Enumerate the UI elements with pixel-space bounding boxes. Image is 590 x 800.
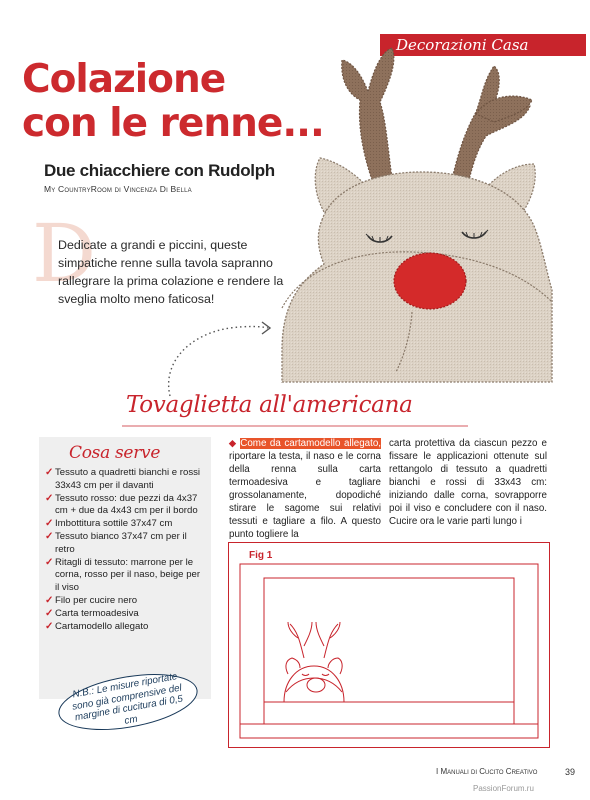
- body-column-middle: [229, 437, 381, 541]
- watermark: PassionForum.ru: [473, 784, 534, 793]
- body-text: riportare la testa, il naso e le corna della renna sulla carta termoadesiva e tagliare grossolanamente, dopodiché stirare le sagome sui relativi tessuti e tagliare a filo. A questo punto togliere la: [229, 451, 381, 540]
- check-icon: ✓: [45, 607, 54, 619]
- highlight-text: Come da cartamodello allegato,: [240, 438, 381, 449]
- section-tag: Decorazioni Casa: [380, 34, 586, 56]
- check-icon: ✓: [45, 467, 54, 478]
- check-icon: ✓: [45, 620, 54, 632]
- dotted-arrow-icon: [160, 312, 276, 400]
- check-icon: ✓: [45, 556, 54, 568]
- left-antler: [342, 48, 394, 180]
- figure-label: Fig 1: [249, 550, 273, 561]
- figure-1-diagram: [228, 542, 550, 748]
- list-item: ✓ Filo per cucire nero: [45, 594, 138, 606]
- title-line-2: con le renne...: [22, 101, 324, 146]
- title-line-1: Colazione: [22, 57, 226, 102]
- check-icon: ✓: [45, 530, 54, 542]
- red-nose: [394, 253, 466, 309]
- list-item: ✓ Tessuto bianco 37x47 cm per il retro: [45, 530, 187, 555]
- list-item: ✓ Cartamodello allegato: [45, 620, 149, 632]
- list-item: ✓ Tessuto rosso: due pezzi da 4x37 cm + due da 4x43 cm per il bordo: [45, 492, 198, 517]
- byline: My CountryRoom di Vincenza Di Bella: [44, 184, 192, 194]
- section-heading: Tovaglietta all'americana: [126, 392, 413, 418]
- reindeer-illustration: [262, 40, 562, 385]
- check-icon: ✓: [45, 518, 54, 530]
- list-item: ✓ Ritagli di tessuto: marrone per le corna, rosso per il naso, beige per il viso: [45, 556, 201, 594]
- body-column-right: carta protettiva da ciascun pezzo e fissare le applicazioni ottenute sul rettangolo di tessuto a quadretti bianchi e rossi di 33x43 cm: iniziando dalle corna, sovrapporre poi il viso e concludere con il naso. Cucire ora le varie parti lungo i: [389, 438, 547, 527]
- page-number: 39: [565, 767, 576, 777]
- materials-list: [47, 467, 203, 633]
- list-item: ✓ Imbottitura sottile 37x47 cm: [45, 518, 173, 530]
- materials-box: [39, 437, 211, 699]
- check-icon: ✓: [45, 594, 54, 606]
- intro-paragraph: Dedicate a grandi e piccini, queste simpatiche renne sulla tavola sapranno rallegrare la prima colazione e rendere la sveglia molto meno faticosa!: [58, 238, 284, 306]
- bullet-icon: ◆: [229, 438, 237, 448]
- materials-title: Cosa serve: [69, 443, 161, 463]
- check-icon: ✓: [45, 492, 54, 504]
- drop-letter: D: [32, 207, 97, 300]
- footer-magazine-name: I Manuali di Cucito Creativo: [436, 767, 538, 776]
- note-text: N.B.: Le misure riportate sono già comprensive del margine di cucitura di 0,5 cm: [71, 671, 184, 727]
- subtitle: Due chiacchiere con Rudolph: [44, 161, 275, 180]
- list-item: ✓ Carta termoadesiva: [45, 607, 139, 619]
- list-item: ✓ Tessuto a quadretti bianchi e rossi 33x43 cm per il davanti: [45, 467, 201, 491]
